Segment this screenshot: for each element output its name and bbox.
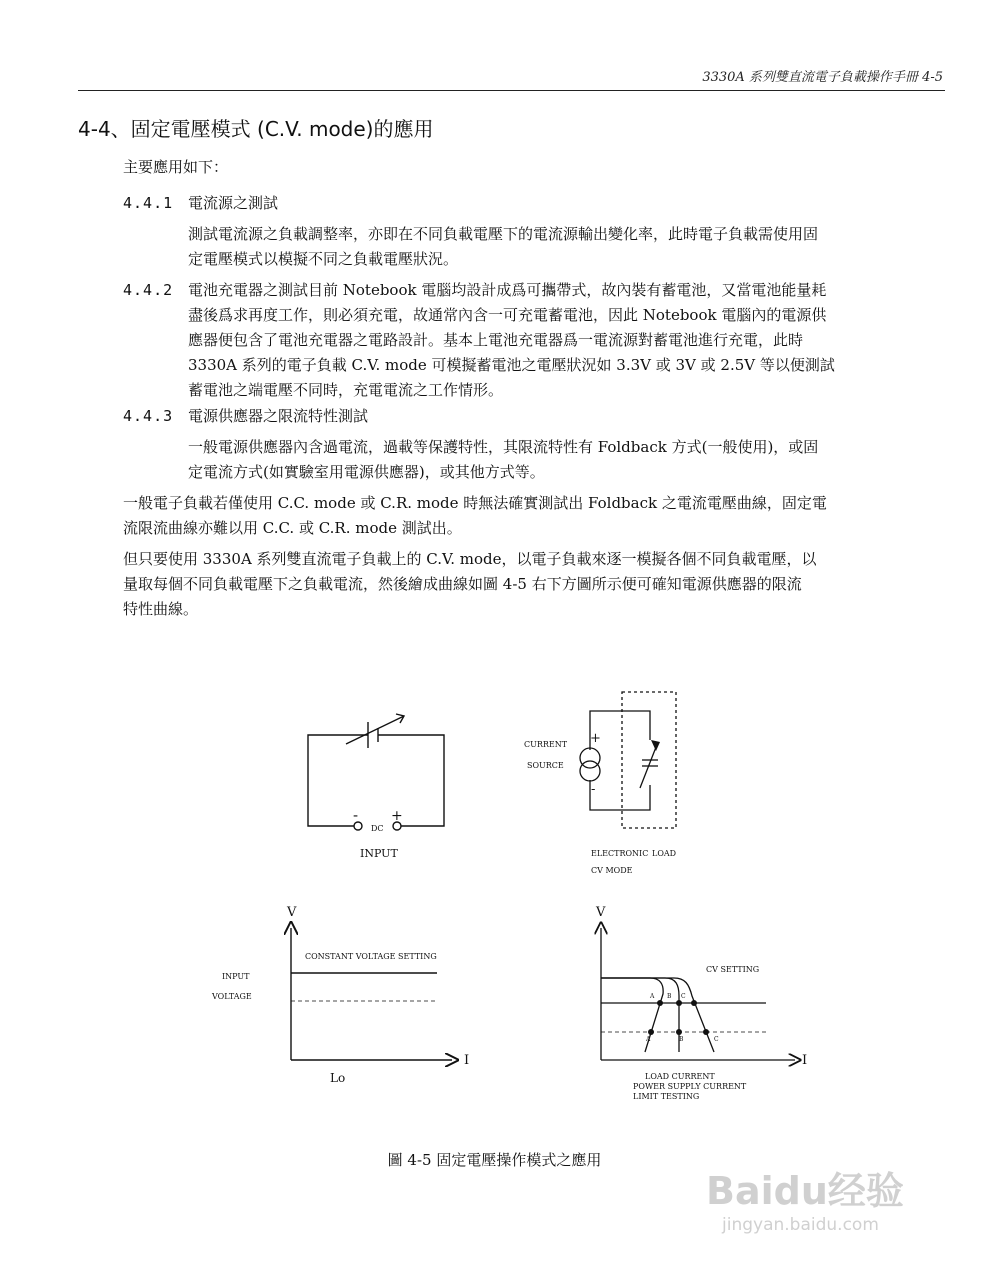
- section-title: 4-4、固定電壓模式 (C.V. mode)的應用: [78, 117, 434, 141]
- item-number-3: 4.4.3: [123, 407, 174, 425]
- circuit-input: [308, 714, 444, 830]
- item-heading-3: 電源供應器之限流特性測試: [188, 407, 369, 425]
- intro-text: 主要應用如下：: [123, 158, 229, 176]
- graph2-label-a2: A: [646, 1036, 651, 1043]
- graph1-voltage: VOLTAGE: [212, 992, 252, 1001]
- circuit2-arrowhead: [651, 740, 660, 751]
- graph2-load-current: LOAD CURRENT: [645, 1072, 715, 1081]
- point-c-upper: [691, 1000, 697, 1006]
- graph2-label-b2: B: [679, 1036, 684, 1043]
- graph1-input: INPUT: [222, 972, 250, 981]
- circuit2-cv-mode: CV MODE: [591, 866, 633, 875]
- item-heading-1: 電流源之測試: [188, 194, 279, 212]
- circuit1-input: INPUT: [360, 847, 398, 860]
- circuit1-minus: -: [353, 806, 359, 824]
- circuit2-source: SOURCE: [527, 761, 564, 770]
- header-rule: [78, 90, 945, 91]
- circuit2-current: CURRENT: [524, 740, 568, 749]
- graph2-v: V: [596, 905, 606, 920]
- item-body-3: 一般電源供應器內含過電流，過載等保護特性，其限流特性有 Foldback 方式(一般使用)，或固 定電流方式(如實驗室用電源供應器)，或其他方式等。: [188, 438, 819, 481]
- watermark-url: jingyan.baidu.com: [722, 1215, 879, 1235]
- graph2-label-c2: C: [714, 1036, 719, 1043]
- graph-input-voltage: [291, 928, 452, 1060]
- circuit2-load: LOAD: [652, 849, 677, 858]
- figure-4-5: [0, 680, 989, 1140]
- point-a-upper: [657, 1000, 663, 1006]
- point-a-lower: [648, 1029, 654, 1035]
- graph1-lo: Lo: [330, 1071, 346, 1085]
- circuit2-minus: -: [591, 782, 596, 797]
- point-b-lower: [676, 1029, 682, 1035]
- graph1-i: I: [464, 1053, 470, 1068]
- point-b-upper: [676, 1000, 682, 1006]
- point-c-lower: [703, 1029, 709, 1035]
- item-number-1: 4.4.1: [123, 194, 174, 212]
- item-body-1: 測試電流源之負載調整率，亦即在不同負載電壓下的電流源輸出變化率，此時電子負載需使用固 定電壓模式以模擬不同之負載電壓狀況。: [188, 225, 819, 268]
- circuit1-plus: +: [391, 808, 403, 824]
- graph2-limit-testing: LIMIT TESTING: [633, 1092, 700, 1101]
- graph1-v: V: [287, 905, 297, 920]
- item-body-2: 電池充電器之測試目前 Notebook 電腦均設計成爲可攜帶式，故內裝有蓄電池，又當電池能量耗 盡後爲求再度工作，則必須充電，故通常內含一可充電蓄電池，因此 Notebook 電腦內的電源供 應器便包含了電池充電器之電路設計。基本上電池充電器爲一電流源對蓄電池進行充電，此時 3330A 系列的電子負載 C.V. mode 可模擬蓄電池之電壓狀況如 3.3V 或 3V 或 2.5V 等以便測試 蓄電池之端電壓不同時，充電電流之工作情形。: [188, 281, 835, 399]
- circuit2-electronic: ELECTRONIC: [591, 849, 649, 858]
- graph2-cv-setting: CV SETTING: [706, 965, 760, 974]
- paragraph-2: 但只要使用 3330A 系列雙直流電子負載上的 C.V. mode，以電子負載來逐一模擬各個不同負載電壓，以 量取每個不同負載電壓下之負載電流，然後繪成曲線如圖 4-5 右下方圖所示便可確知電源供應器的限流 特性曲線。: [123, 550, 817, 618]
- graph2-label-c1: C: [681, 993, 686, 1000]
- circuit-source: [580, 692, 676, 828]
- running-header: 3330A 系列雙直流電子負載操作手冊 4-5: [702, 70, 943, 85]
- graph1-setting: CONSTANT VOLTAGE SETTING: [305, 952, 437, 961]
- graph2-power-supply: POWER SUPPLY CURRENT: [633, 1082, 747, 1091]
- paragraph-1: 一般電子負載若僅使用 C.C. mode 或 C.R. mode 時無法確實測試出 Foldback 之電流電壓曲線，固定電 流限流曲線亦難以用 C.C. 或 C.R. mode 測試出。: [123, 494, 827, 537]
- circuit2-plus: +: [590, 731, 601, 746]
- circuit1-dc: DC: [371, 824, 384, 833]
- watermark-brand: Baidu经验: [706, 1169, 904, 1213]
- graph2-i: I: [802, 1053, 808, 1068]
- graph2-label-a1: A: [650, 993, 655, 1000]
- graph2-label-b1: B: [667, 993, 672, 1000]
- item-number-2: 4.4.2: [123, 281, 174, 299]
- figure-caption: 圖 4-5 固定電壓操作模式之應用: [387, 1151, 602, 1169]
- graph-current-limit: [601, 928, 795, 1060]
